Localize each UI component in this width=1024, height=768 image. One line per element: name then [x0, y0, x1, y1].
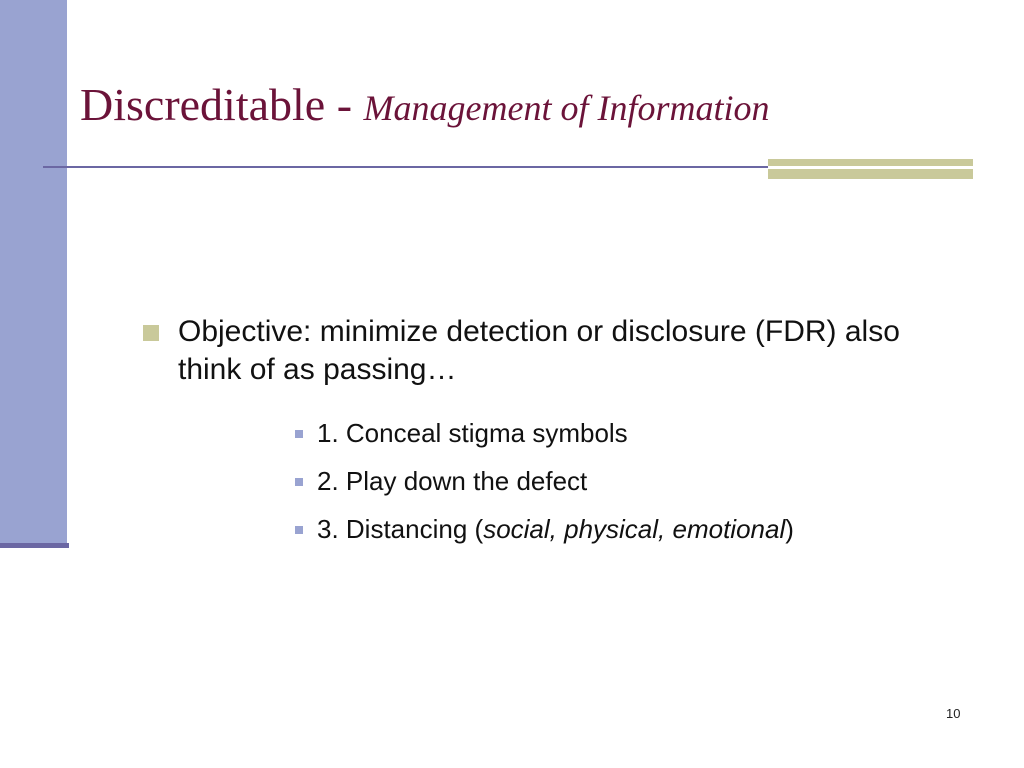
page-number: 10	[946, 706, 961, 721]
title-subtitle: Management of Information	[363, 88, 770, 128]
accent-bar-line	[768, 166, 973, 169]
sub-bullet-text	[317, 417, 628, 450]
sub-bullet-plain: 3. Distancing (	[317, 514, 484, 544]
accent-bar	[768, 159, 973, 179]
sub-bullet-text	[317, 465, 587, 498]
sub-bullet-italic: social, physical, emotional	[483, 514, 786, 544]
square-bullet-icon	[143, 325, 159, 341]
left-decorative-bar	[0, 0, 67, 545]
title-main: Discreditable -	[80, 79, 364, 130]
main-bullet	[143, 313, 943, 388]
small-square-bullet-icon	[295, 430, 303, 438]
sub-bullet-plain: 2. Play down the defect	[317, 466, 588, 496]
sub-bullet-plain: 1. Conceal stigma symbols	[317, 418, 628, 448]
slide-title	[80, 80, 770, 131]
small-square-bullet-icon	[295, 526, 303, 534]
title-rule	[43, 166, 768, 168]
small-square-bullet-icon	[295, 478, 303, 486]
main-bullet-text: Objective: minimize detection or disclosure (FDR) also think of as passing…	[178, 315, 900, 386]
sub-bullet-text	[317, 513, 794, 546]
sub-bullet-suffix: )	[785, 514, 794, 544]
left-bar-underline	[0, 543, 69, 548]
